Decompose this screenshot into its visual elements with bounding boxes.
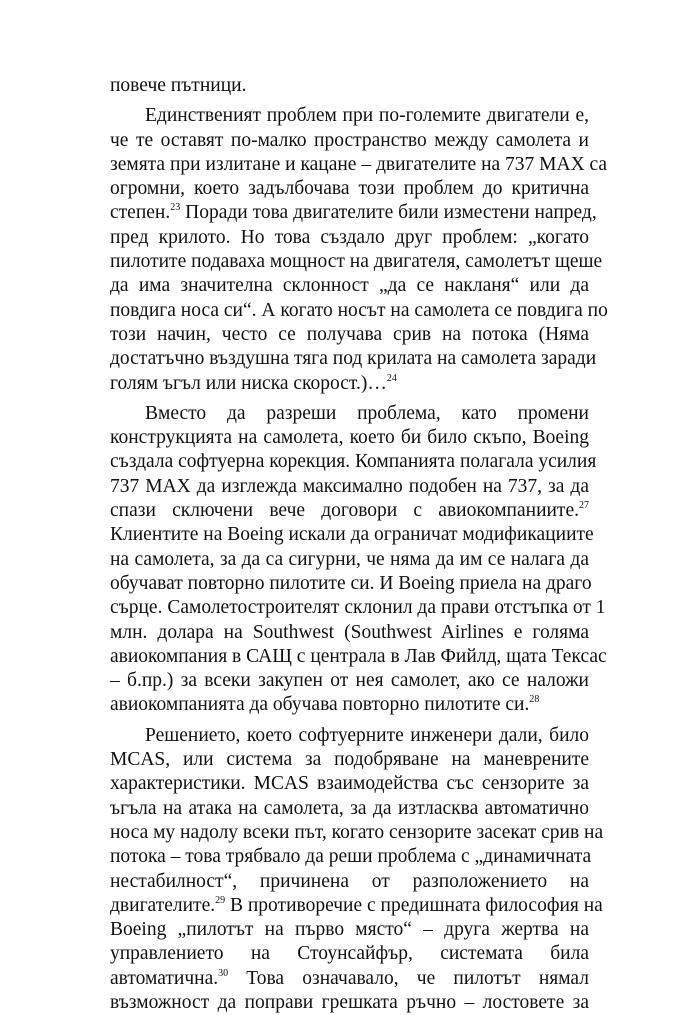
line-text: повдига носа си“. А когато носът на самолета се повдига по xyxy=(110,299,608,321)
line-text: Boeing „пилотът на първо място“ – друга жертва на xyxy=(110,919,589,941)
line-text-continued: В противоречие с предишната философия на xyxy=(225,894,603,916)
line-text-continued: Това означавало, че пилотът нямал xyxy=(228,967,589,989)
body-text xyxy=(110,74,608,1015)
line-text: Клиентите на Boeing искали да ограничат модификациите xyxy=(110,524,594,546)
line-text: конструкцията на самолета, което би било скъпо, Boeing xyxy=(110,427,589,449)
footnote-reference: 30 xyxy=(218,967,229,979)
text-line xyxy=(110,894,603,918)
line-text: управлението на Стоунсайфър, системата била xyxy=(110,943,589,965)
text-line xyxy=(110,797,589,821)
line-text: автоматична. xyxy=(110,967,219,989)
line-text: MCAS, или система за подобряване на маневрените xyxy=(110,749,589,771)
line-text: ъгъла на атака на самолета, за да изтласква автоматично xyxy=(110,797,589,819)
text-line xyxy=(110,177,589,201)
line-text: огромни, което задълбочава този проблем до критична xyxy=(110,178,589,200)
text-line xyxy=(110,772,589,796)
text-line xyxy=(110,596,606,620)
footnote-reference: 29 xyxy=(215,894,226,906)
text-line xyxy=(110,693,589,717)
line-text: 737 MAX да изглежда максимално подобен на 737, за да xyxy=(110,475,589,497)
line-text: двигателите. xyxy=(110,894,216,916)
footnote-reference: 24 xyxy=(386,372,397,384)
text-line xyxy=(110,402,589,426)
line-text: спази сключени вече договори с авиокомпаниите. xyxy=(110,500,579,522)
line-text: потока – това трябвало да реши проблема с „динамичната xyxy=(110,846,592,868)
line-text: характеристики. MCAS взаимодейства със сензорите за xyxy=(110,773,589,795)
line-text: авиокомпания в САЩ с централа в Лав Фийлд, щата Тексас xyxy=(110,645,607,667)
line-text: повече пътници. xyxy=(110,75,247,96)
line-text: земята при излитане и кацане – двигателите на 737 MAX са xyxy=(110,153,608,175)
text-line xyxy=(110,426,589,450)
text-line xyxy=(110,621,589,645)
line-text: Решението, което софтуерните инженери дали, било xyxy=(145,724,589,746)
text-line xyxy=(110,645,607,669)
line-text: на самолета, за да са сигурни, че няма да им се налага да xyxy=(110,548,589,570)
line-text: възможност да поправи грешката ръчно – лостовете за xyxy=(110,991,589,1013)
text-line xyxy=(110,274,589,298)
text-line xyxy=(110,104,589,128)
text-line xyxy=(110,748,589,772)
line-text: пилотите подаваха мощност на двигателя, самолетът щеше xyxy=(110,251,603,273)
footnote-reference: 27 xyxy=(579,500,589,512)
line-text: сърце. Самолетостроителят склонил да прави отстъпка от 1 xyxy=(110,597,606,619)
text-line xyxy=(110,323,589,347)
text-line xyxy=(110,475,589,499)
text-line xyxy=(110,991,589,1015)
text-line xyxy=(110,450,597,474)
text-line xyxy=(110,299,608,323)
text-line xyxy=(110,523,594,547)
text-line xyxy=(110,845,592,869)
footnote-reference: 23 xyxy=(170,202,181,214)
line-text: млн. долара на Southwest (Southwest Airlines е голяма xyxy=(110,621,589,643)
text-line xyxy=(110,74,589,98)
line-text: нестабилност“, причинена от разположението на xyxy=(110,870,589,892)
text-line xyxy=(110,870,589,894)
text-line xyxy=(110,724,589,748)
paragraph xyxy=(110,402,607,718)
text-line xyxy=(110,129,589,153)
line-text: степен. xyxy=(110,202,171,224)
text-line xyxy=(110,372,589,396)
line-text: Вместо да разреши проблема, като промени xyxy=(145,402,589,424)
paragraph xyxy=(110,74,589,98)
text-line xyxy=(110,967,589,991)
text-line xyxy=(110,918,589,942)
footnote-reference: 28 xyxy=(529,694,540,706)
line-text: създала софтуерна корекция. Компанията полагала усилия xyxy=(110,451,597,473)
line-text-continued: Поради това двигателите били изместени напред, xyxy=(180,202,597,224)
text-line xyxy=(110,942,589,966)
line-text: авиокомпанията да обучава повторно пилотите си. xyxy=(110,694,530,716)
text-line xyxy=(110,572,592,596)
text-line xyxy=(110,347,597,371)
text-line xyxy=(110,548,589,572)
line-text: пред крилото. Но това създало друг проблем: „когато xyxy=(110,226,589,248)
paragraph xyxy=(110,724,604,1015)
line-text: този начин, често се получава срив на потока (Няма xyxy=(110,323,589,345)
text-line xyxy=(110,201,597,225)
text-line xyxy=(110,669,589,693)
line-text: носа му надолу всеки път, когато сензорите засекат срив на xyxy=(110,821,604,843)
line-text: – б.пр.) за всеки закупен от нея самолет, ако се наложи xyxy=(110,670,589,692)
text-line xyxy=(110,499,589,523)
line-text: че те оставят по-малко пространство между самолета и xyxy=(110,129,589,151)
line-text: обучават повторно пилотите си. И Boeing приела на драго xyxy=(110,572,592,594)
paragraph xyxy=(110,104,608,396)
line-text: да има значителна склонност „да се накланя“ или да xyxy=(110,275,589,297)
line-text: Единственият проблем при по-големите двигатели е, xyxy=(145,105,589,127)
line-text: достатъчно въздушна тяга под крилата на самолета заради xyxy=(110,348,597,370)
line-text: голям ъгъл или ниска скорост.)… xyxy=(110,372,387,394)
text-line xyxy=(110,250,603,274)
text-line xyxy=(110,153,608,177)
text-line xyxy=(110,226,589,250)
text-line xyxy=(110,821,604,845)
